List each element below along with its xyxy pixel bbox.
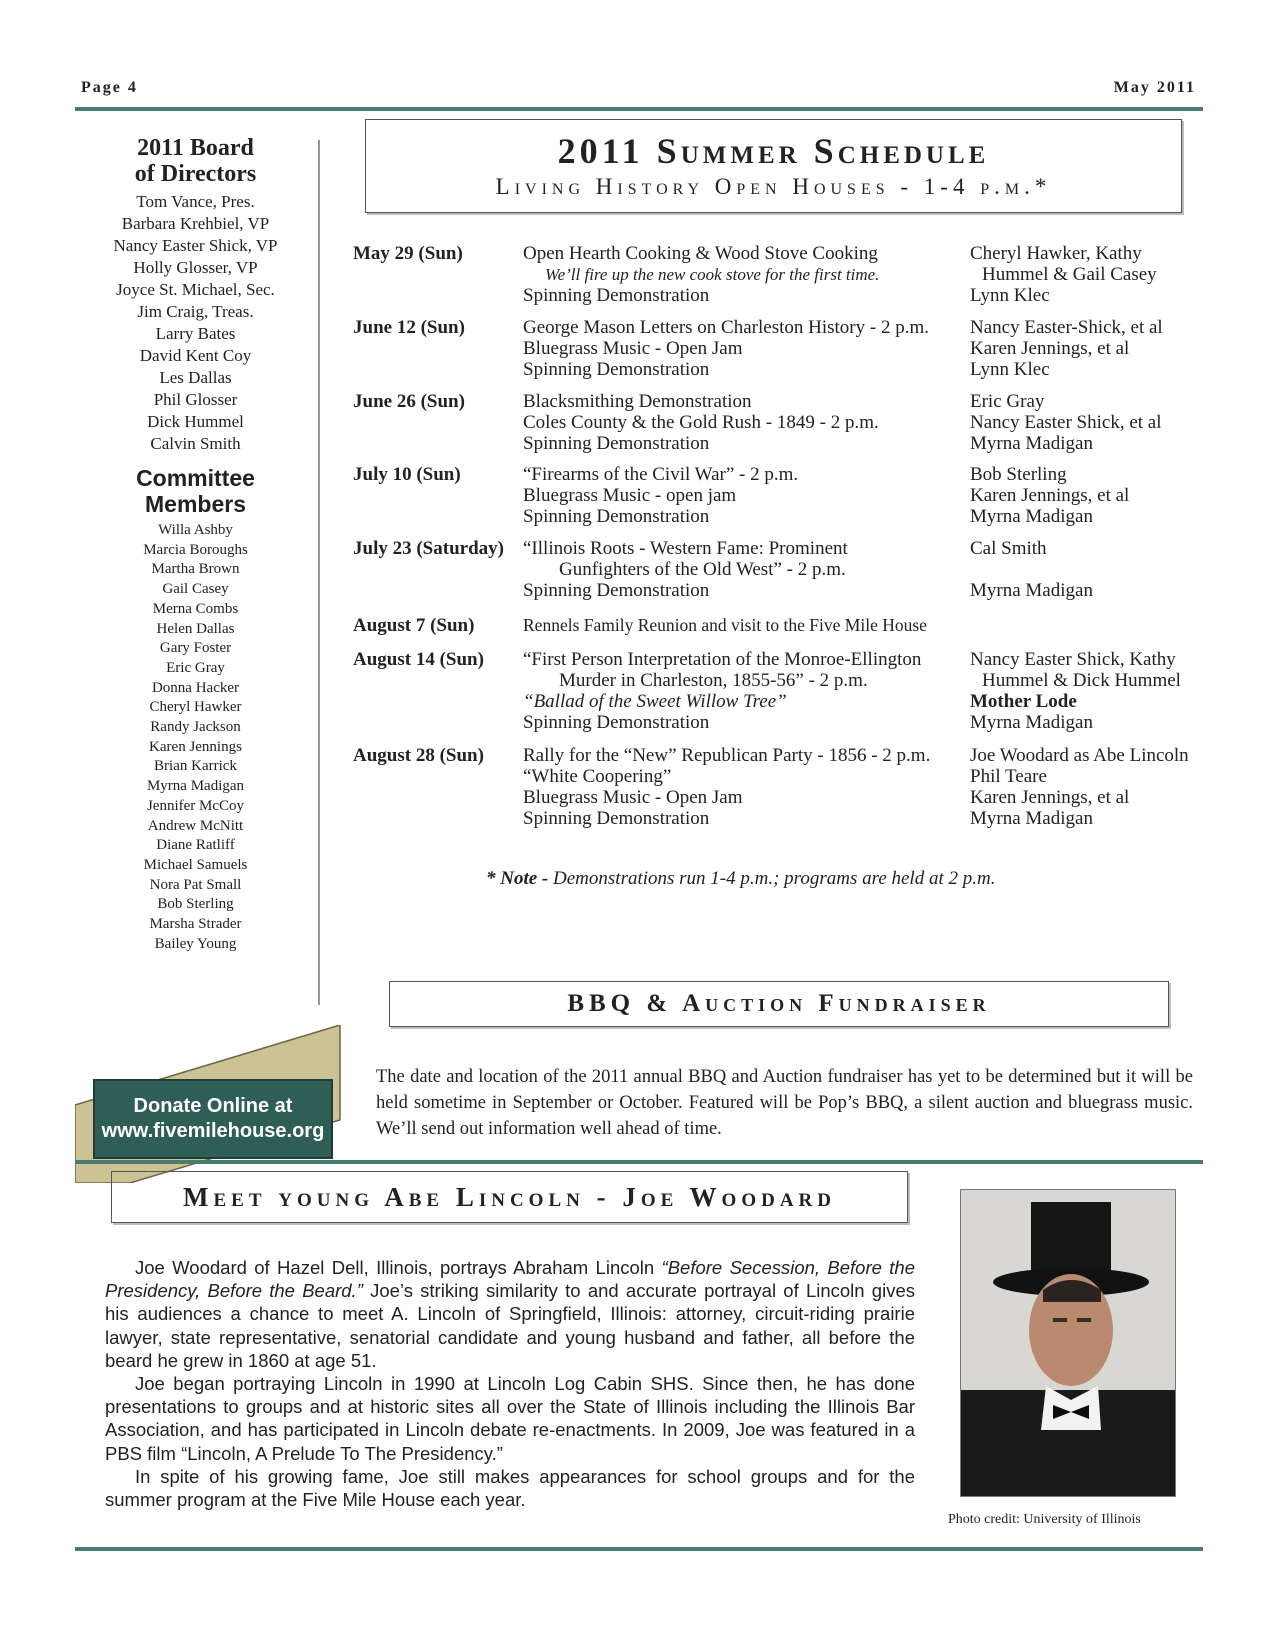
schedule-presenter: Karen Jennings, et al — [970, 787, 1130, 808]
committee-member: Helen Dallas — [156, 620, 235, 637]
schedule-presenter: Bob Sterling — [970, 464, 1067, 485]
issue-date: May 2011 — [1113, 79, 1196, 96]
schedule-date: July 10 (Sun) — [353, 464, 461, 485]
schedule-activity: “White Coopering” — [523, 766, 672, 787]
schedule-activity: “Firearms of the Civil War” - 2 p.m. — [523, 464, 799, 485]
board-list — [75, 191, 316, 455]
schedule-activity: Gunfighters of the Old West” - 2 p.m. — [559, 559, 846, 580]
schedule-activity: Spinning Demonstration — [523, 433, 710, 454]
schedule-activity: We’ll fire up the new cook stove for the first time. — [545, 265, 880, 284]
photo-credit: Photo credit: University of Illinois — [948, 1512, 1141, 1527]
schedule-note: * Note - Demonstrations run 1-4 p.m.; programs are held at 2 p.m. — [486, 868, 996, 889]
schedule-activity: Bluegrass Music - Open Jam — [523, 338, 743, 359]
bbq-description: The date and location of the 2011 annual BBQ and Auction fundraiser has yet to be determined but it will be held sometime in September or October. Featured will be Pop’s BBQ, a silent auction and bluegrass music. We’ll send out information well ahead of time. — [376, 1067, 1193, 1139]
schedule-presenter: Hummel & Gail Casey — [982, 264, 1157, 285]
board-member: Tom Vance, Pres. — [136, 192, 255, 211]
schedule-subtitle: Living History Open Houses - 1-4 p.m.* — [495, 174, 1052, 199]
committee-member: Gary Foster — [159, 640, 232, 657]
committee-member: Nora Pat Small — [149, 876, 242, 893]
bbq-title: BBQ & Auction Fundraiser — [567, 990, 991, 1017]
abe-paragraph-3: In spite of his growing fame, Joe still makes appearances for school groups and for the summer program at the Five Mile House each year. — [105, 1465, 915, 1511]
board-member: Barbara Krehbiel, VP — [121, 214, 270, 233]
abe-paragraph-2: Joe began portraying Lincoln in 1990 at Lincoln Log Cabin SHS. Since then, he has done presentations to groups and at historic sites all over the State of Illinois including the Illinois Bar Association, and has participated in Lincoln debate re-enactments. In 2009, Joe was featured in a PBS film “Lincoln, A Prelude To The Presidency.” — [105, 1373, 915, 1464]
committee-member: Michael Samuels — [143, 856, 248, 873]
committee-member: Eric Gray — [166, 659, 225, 676]
schedule-activity: Rennels Family Reunion and visit to the Five Mile House — [523, 615, 927, 635]
schedule-activity: Spinning Demonstration — [523, 359, 710, 380]
committee-member: Gail Casey — [162, 581, 229, 598]
schedule-activity: Coles County & the Gold Rush - 1849 - 2 p.m. — [523, 412, 879, 433]
lincoln-portrait-photo — [960, 1189, 1176, 1497]
schedule-presenter: Hummel & Dick Hummel — [982, 670, 1181, 691]
sidebar — [75, 135, 316, 954]
schedule-presenter: Nancy Easter-Shick, et al — [970, 317, 1163, 338]
schedule-activity: Spinning Demonstration — [523, 808, 710, 829]
committee-member: Brian Karrick — [154, 758, 237, 775]
committee-member: Bob Sterling — [157, 896, 234, 913]
schedule-activity: Spinning Demonstration — [523, 285, 710, 306]
schedule-presenter: Mother Lode — [970, 691, 1077, 712]
schedule-date: June 26 (Sun) — [353, 391, 465, 412]
section-rule — [75, 1160, 1203, 1164]
schedule-presenter: Eric Gray — [970, 391, 1045, 412]
schedule-activity: “Illinois Roots - Western Fame: Prominent — [523, 538, 848, 559]
board-member: Larry Bates — [155, 324, 236, 343]
committee-title: Committee Members — [136, 465, 255, 517]
committee-member: Cheryl Hawker — [149, 699, 242, 716]
board-member: Holly Glosser, VP — [133, 258, 258, 277]
bbq-title-box — [389, 981, 1169, 1027]
schedule-date: August 7 (Sun) — [353, 615, 475, 636]
schedule-presenter: Myrna Madigan — [970, 506, 1093, 527]
schedule-presenter: Myrna Madigan — [970, 808, 1093, 829]
committee-member: Marcia Boroughs — [143, 541, 248, 558]
schedule-presenter: Phil Teare — [970, 766, 1047, 787]
committee-member: Willa Ashby — [158, 522, 233, 538]
schedule-presenter: Myrna Madigan — [970, 580, 1093, 601]
schedule-presenter: Cal Smith — [970, 538, 1047, 559]
schedule-presenter: Joe Woodard as Abe Lincoln — [970, 745, 1189, 766]
board-member: Joyce St. Michael, Sec. — [116, 280, 275, 299]
committee-member: Martha Brown — [151, 561, 240, 578]
donate-url[interactable]: www.fivemilehouse.org — [101, 1120, 325, 1142]
schedule-activity: “First Person Interpretation of the Monroe-Ellington — [523, 649, 922, 670]
schedule-presenter: Nancy Easter Shick, et al — [970, 412, 1162, 433]
board-member: Dick Hummel — [147, 412, 244, 431]
footer-rule — [75, 1547, 1203, 1551]
board-member: Les Dallas — [159, 368, 232, 387]
schedule-presenter: Myrna Madigan — [970, 712, 1093, 733]
schedule-activity: Bluegrass Music - open jam — [523, 485, 737, 506]
schedule-date: August 14 (Sun) — [353, 649, 484, 670]
schedule-activity: Murder in Charleston, 1855-56” - 2 p.m. — [559, 670, 868, 691]
board-member: Jim Craig, Treas. — [137, 302, 254, 321]
schedule-presenter: Lynn Klec — [970, 285, 1050, 306]
abe-title-box — [111, 1171, 908, 1223]
board-title: 2011 Board of Directors — [134, 135, 257, 187]
committee-member: Jennifer McCoy — [146, 797, 245, 814]
schedule-date: July 23 (Saturday) — [353, 538, 504, 559]
committee-member: Karen Jennings — [149, 738, 242, 755]
page-number: Page 4 — [81, 79, 138, 96]
schedule-presenter: Nancy Easter Shick, Kathy — [970, 649, 1176, 670]
donate-online-button[interactable] — [93, 1079, 333, 1159]
schedule-presenter: Lynn Klec — [970, 359, 1050, 380]
sidebar-divider — [318, 140, 320, 1005]
schedule-activity: Spinning Demonstration — [523, 506, 710, 527]
header-rule — [75, 107, 1203, 111]
abe-article — [105, 1256, 915, 1511]
committee-list — [75, 521, 316, 954]
schedule-activity: Blacksmithing Demonstration — [523, 391, 752, 412]
schedule-presenter: Myrna Madigan — [970, 433, 1093, 454]
schedule-presenter: Karen Jennings, et al — [970, 485, 1130, 506]
schedule-activity: “Ballad of the Sweet Willow Tree” — [523, 691, 787, 712]
committee-member: Bailey Young — [154, 935, 237, 952]
schedule-title-box — [365, 119, 1182, 213]
committee-member: Donna Hacker — [151, 679, 240, 696]
committee-member: Randy Jackson — [150, 719, 241, 736]
committee-member: Merna Combs — [152, 600, 239, 617]
abe-title: Meet young Abe Lincoln - Joe Woodard — [183, 1182, 836, 1212]
board-member: David Kent Coy — [139, 346, 252, 365]
schedule-date: June 12 (Sun) — [353, 317, 465, 338]
schedule-presenter: Cheryl Hawker, Kathy — [970, 243, 1142, 264]
schedule-activity: Rally for the “New” Republican Party - 1856 - 2 p.m. — [523, 745, 931, 766]
board-member: Calvin Smith — [150, 434, 241, 453]
committee-member: Andrew McNitt — [147, 817, 244, 834]
committee-member: Diane Ratliff — [156, 837, 235, 854]
committee-member: Marsha Strader — [149, 916, 242, 933]
schedule-date: August 28 (Sun) — [353, 745, 484, 766]
schedule-date: May 29 (Sun) — [353, 243, 463, 264]
board-member: Phil Glosser — [153, 390, 238, 409]
schedule-activity: Spinning Demonstration — [523, 712, 710, 733]
schedule-activity: Bluegrass Music - Open Jam — [523, 787, 743, 808]
schedule-activity: George Mason Letters on Charleston History - 2 p.m. — [523, 317, 929, 338]
schedule-activity: Open Hearth Cooking & Wood Stove Cooking — [523, 243, 878, 264]
donate-line-1: Donate Online at — [133, 1095, 293, 1117]
schedule-presenter: Karen Jennings, et al — [970, 338, 1130, 359]
board-member: Nancy Easter Shick, VP — [113, 236, 278, 255]
abe-paragraph-1: Joe Woodard of Hazel Dell, Illinois, portrays Abraham Lincoln “Before Secession, Before the Presidency, Before the Beard.” Joe’s striking similarity to and accurate portrayal of Lincoln gives his audiences a chance to meet A. Lincoln of Springfield, Illinois: attorney, circuit-riding prairie lawyer, state representative, senatorial candidate and young husband and father, all before the beard he grew in 1860 at age 51. — [105, 1257, 915, 1371]
schedule-activity: Spinning Demonstration — [523, 580, 710, 601]
committee-member: Myrna Madigan — [146, 778, 245, 795]
schedule-title: 2011 Summer Schedule — [557, 131, 990, 171]
